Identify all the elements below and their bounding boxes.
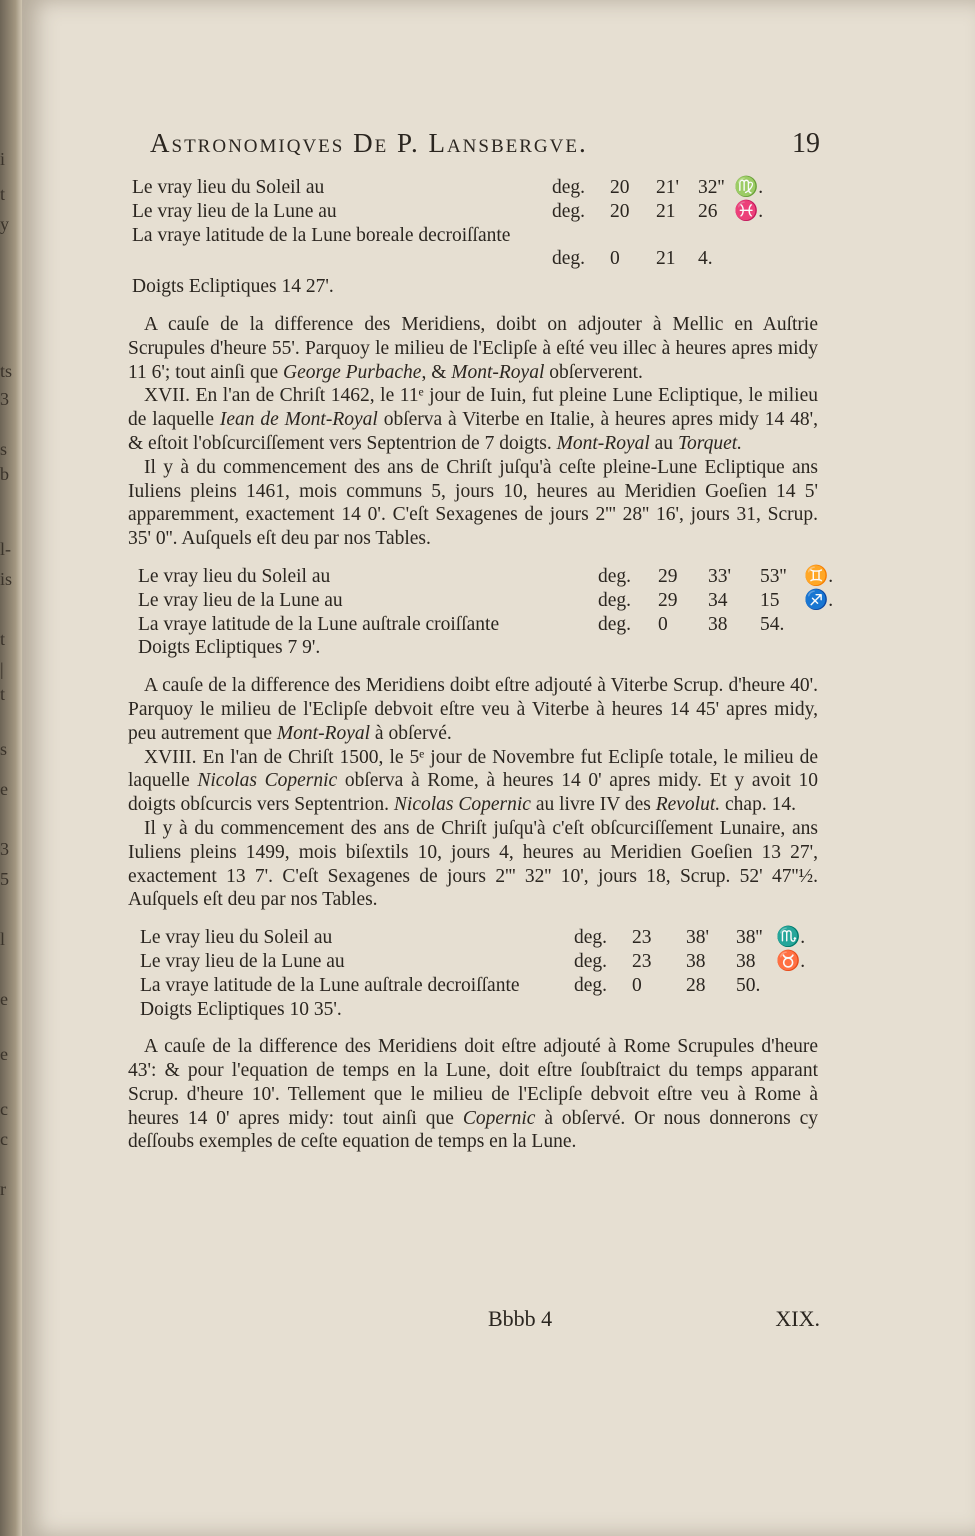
zodiac-sign-icon: ♐. [804, 589, 834, 611]
catchword: XIX. [775, 1306, 820, 1331]
page-content [128, 176, 834, 1154]
paragraph: A cauſe de la difference des Meridiens doit eſtre adjouté à Rome Scrupules d'heure 43': & pour l'equation de temps en la Lune, doit eſtre ſoubſtraict du temps apparant Scrup. d'heure 10'. Tellement que le milieu de l'Eclipſe debvoit eſtre veu à Rome à heures 14 0' apres midy: tout ainſi que Copernic à obſervé. Or nous donnerons cy deſſoubs exemples de ceſte equation de temps en la Lune. [128, 1036, 818, 1153]
paragraph: XVIII. En l'an de Chriſt 1500, le 5ᵉ jour de Novembre fut Eclipſe totale, le milieu de laquelle Nicolas Copernic obſerva à Rome, à heures 14 0' apres midy. Et y avoit 10 doigts obſcurcis vers Septentrion. Nicolas Copernic au livre IV des Revolut. chap. 14. [128, 746, 818, 816]
table-row: La vraye latitude de la Lune auſtrale croiſſante deg. 0 38 54. [138, 613, 785, 635]
doigts-line: Doigts Ecliptiques 14 27'. [132, 276, 334, 298]
signature-mark: Bbbb 4 [488, 1306, 553, 1331]
table-row: Le vray lieu du Soleil au deg. 29 33' 53'' ♊. [138, 565, 834, 587]
doigts-line: Doigts Ecliptiques 10 35'. [140, 998, 342, 1020]
eclipse-table-1 [128, 176, 818, 299]
paragraph: XVII. En l'an de Chriſt 1462, le 11ᵉ jour de Iuin, fut pleine Lune Ecliptique, le milieu de laquelle Iean de Mont-Royal obſerva à Viterbe en Italie, à heures apres midy 14 48', & eſtoit l'obſcurciſſement vers Septentrion de 7 doigts. Mont-Royal au Torquet. [128, 385, 819, 454]
page-number: 19 [792, 128, 820, 159]
table-row: Le vray lieu de la Lune au deg. 20 21 26 ♓. [128, 200, 818, 224]
paragraph: A cauſe de la difference des Meridiens, doibt on adjouter à Mellic en Auſtrie Scrupules d'heure 55'. Parquoy le milieu de l'Eclipſe à eſté veu illec à heures apres midy 11 6'; tout ainſi que George Purbache, & Mont-Royal obſerverent. [128, 313, 818, 383]
running-head: Astronomiqves De P. Lansbergve. [150, 128, 588, 158]
page-header [150, 128, 820, 160]
zodiac-sign-icon: ♉. [776, 950, 806, 972]
paragraph: A cauſe de la difference des Meridiens doibt eſtre adjouté à Viterbe Scrup. d'heure 40'. Parquoy le milieu de l'Eclipſe debvoit eſtre veu à Viterbe à heures 14 45' apres midy, peu autrement que Mont-Royal à obſervé. [128, 675, 818, 744]
paragraph: Il y à du commencement des ans de Chriſt juſqu'à c'eſt obſcurciſſement Lunaire, ans Iuliens pleins 1499, mois biſextils 10, jours 4, heures au Meridien Goeſien 13 27', exactement 13 7'. C'eſt Sexagenes de jours 2''' 32'' 10', jours 18, Scrup. 52' 47''½. Auſquels eſt deu par nos Tables. [128, 817, 818, 911]
table-row: Le vray lieu de la Lune au deg. 29 34 15 ♐. [138, 589, 834, 611]
zodiac-sign-icon: ♍. [734, 177, 764, 198]
table-row: deg. 0 21 4. [552, 248, 713, 270]
table-row: Le vray lieu du Soleil au deg. 23 38' 38'' ♏. [140, 927, 806, 949]
eclipse-table-3 [128, 926, 818, 1021]
eclipse-table-2 [128, 565, 834, 660]
table-row: La vraye latitude de la Lune boreale decroiſſante [132, 224, 511, 246]
page-footer [488, 1306, 820, 1332]
zodiac-sign-icon: ♊. [804, 565, 834, 587]
doigts-line: Doigts Ecliptiques 7 9'. [138, 637, 321, 659]
zodiac-sign-icon: ♓. [734, 200, 764, 222]
paragraph: Il y à du commencement des ans de Chriſt juſqu'à ceſte pleine-Lune Ecliptique ans Iuliens pleins 1461, mois communs 5, jours 10, heures au Meridien Goeſien 14 5' apparemment, exactement 14 0'. C'eſt Sexagenes de jours 2''' 28'' 16', jours 31, Scrup. 35' 0''. Auſquels eſt deu par nos Tables. [128, 456, 818, 550]
zodiac-sign-icon: ♏. [776, 927, 806, 949]
table-row: Le vray lieu de la Lune au deg. 23 38 38 ♉. [140, 950, 806, 972]
table-row: La vraye latitude de la Lune auſtrale decroiſſante deg. 0 28 50. [140, 974, 761, 996]
table-row: Le vray lieu du Soleil au deg. 20 21' 32'' ♍. [128, 176, 818, 200]
